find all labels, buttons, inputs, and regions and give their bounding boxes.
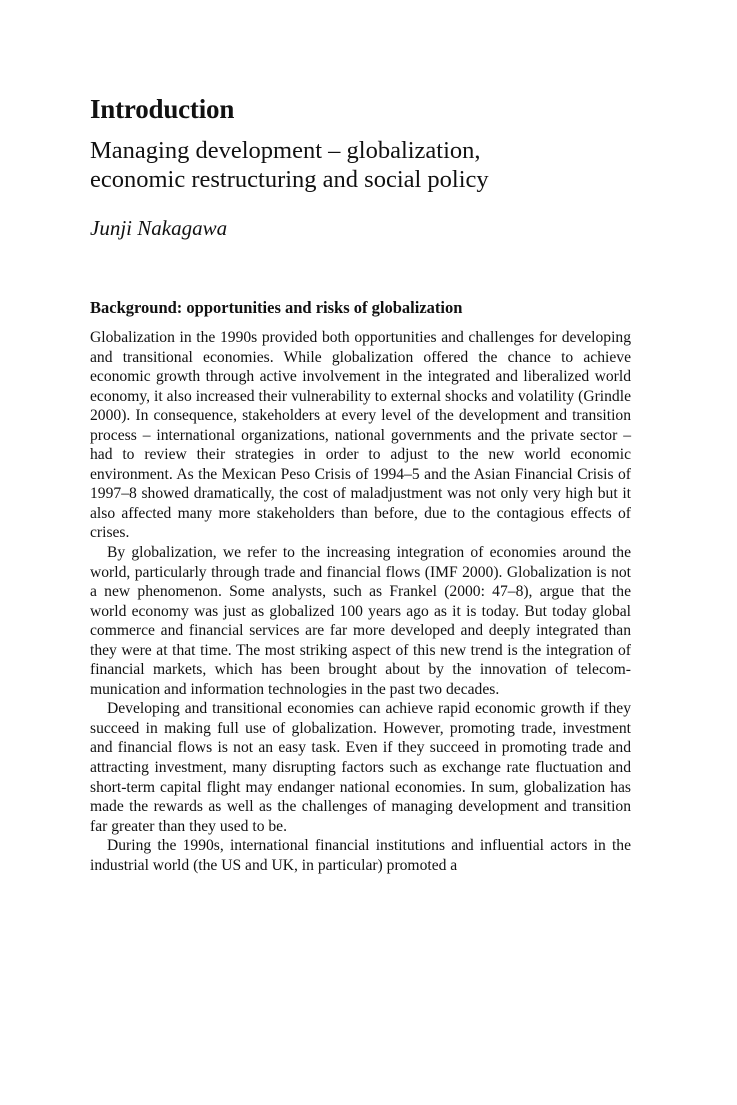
body-paragraph-2: By globalization, we refer to the increasing integration of economies around the world, particularly through trade and financial flows (IMF 2000). Globalization is not a new phenomenon. Some analysts, such as Frankel (2000: 47–8), argue that the world economy was just as globalized 100 years ago as it is today. But today global commerce and financial services are far more developed and deeply integrated than they were at that time. The most striking aspect of this new trend is the integration of financial markets, which has been brought about by the innovation of telecommunication and information technologies in the past two decades. [90,544,631,698]
body-paragraph-4: During the 1990s, international financial institutions and influential actors in the industrial world (the US and UK, in particular) promoted a [90,837,631,874]
section-heading: Background: opportunities and risks of globalization [90,298,463,317]
body-paragraph-1: Globalization in the 1990s provided both opportunities and challenges for developing and transitional economies. While globalization offered the chance to achieve economic growth through active involvement in the integrated and liberalized world economy, it also increased their vulnerability to external shocks and volatility (Grindle 2000). In consequence, stakeholders at every level of the development and transition process – international organizations, national governments and the private sector – had to review their strategies in order to adjust to the new world economic environment. As the Mexican Peso Crisis of 1994–5 and the Asian Financial Crisis of 1997–8 showed dramatically, the cost of maladjustment was not only very high but it also affected many more stakeholders than before, due to the contagious effects of crises. [90,329,631,542]
chapter-label: Introduction [90,94,235,124]
book-page [90,92,631,875]
section-body [90,328,631,875]
chapter-author: Junji Nakagawa [90,216,228,240]
chapter-title: Managing development – globalization, economic restructuring and social policy [90,137,489,193]
body-paragraph-3: Developing and transitional economies can achieve rapid economic growth if they succeed in making full use of globalization. However, promoting trade, investment and financial flows is not an easy task. Even if they succeed in promoting trade and attracting investment, many disrupting factors such as exchange rate fluctuation and short-term capital flight may endanger national economies. In sum, globalization has made the rewards as well as the challenges of managing development and transition far greater than they used to be. [90,700,631,835]
